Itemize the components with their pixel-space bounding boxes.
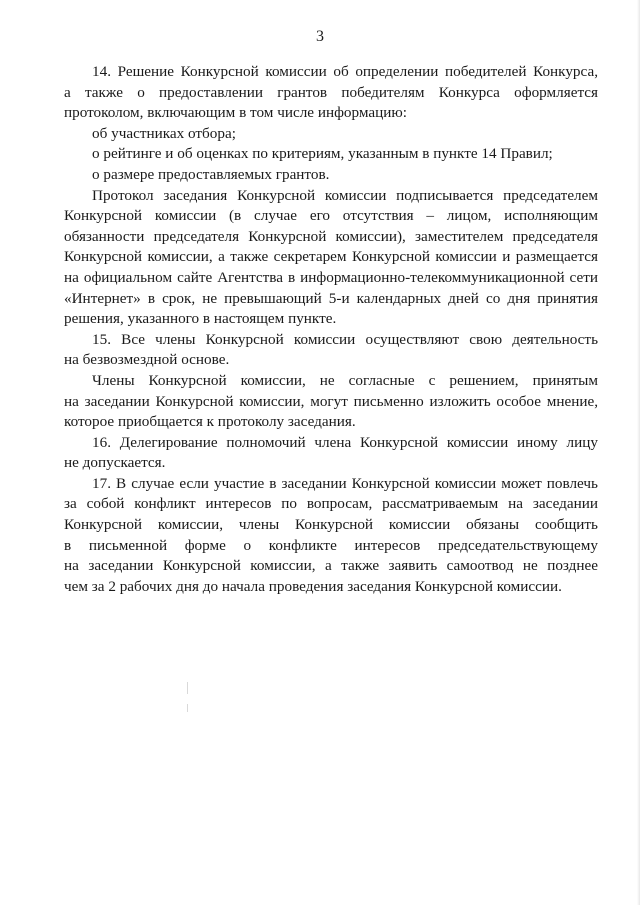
text-line: на заседании Конкурсной комиссии, а также заявить самоотвод не позднее [64, 557, 598, 575]
text-line: не допускается. [64, 454, 166, 472]
scan-artifact [187, 682, 188, 694]
list-item-rating [64, 144, 598, 165]
text-line: об участниках отбора; [92, 124, 236, 142]
text-line: протоколом, включающим в том числе информацию: [64, 104, 407, 122]
text-line: о рейтинге и об оценках по критериям, указанным в пункте 14 Правил; [92, 145, 553, 163]
list-item-participants [64, 124, 598, 145]
page-number: 3 [316, 28, 324, 45]
text-line: Конкурсной комиссии, члены Конкурсной комиссии обязаны сообщить [64, 516, 598, 534]
text-line: обязанности председателя Конкурсной комиссии), заместителем председателя [64, 227, 598, 245]
paragraph-16-delegation [64, 433, 598, 474]
text-line: на безвозмездной основе. [64, 351, 230, 369]
text-line: 15. Все члены Конкурсной комиссии осуществляют свою деятельность [92, 330, 598, 348]
text-line: Протокол заседания Конкурсной комиссии подписывается председателем [92, 186, 598, 204]
text-line: в письменной форме о конфликте интересов председательствующему [64, 536, 598, 554]
paragraph-protocol-signing [64, 186, 598, 330]
text-line: 14. Решение Конкурсной комиссии об определении победителей Конкурса, [92, 63, 598, 80]
text-line: Конкурсной комиссии (в случае его отсутствия – лицом, исполняющим [64, 207, 598, 225]
text-line: а также о предоставлении грантов победителям Конкурса оформляется [64, 83, 598, 101]
text-line: на официальном сайте Агентства в информационно-телекоммуникационной сети [64, 268, 598, 286]
text-line: решения, указанного в настоящем пункте. [64, 310, 337, 328]
text-line: которое приобщается к протоколу заседания. [64, 413, 356, 431]
text-line: Члены Конкурсной комиссии, не согласные с решением, принятым [92, 371, 598, 389]
text-line: за собой конфликт интересов по вопросам, рассматриваемым на заседании [64, 495, 598, 513]
paragraph-15-voluntary [64, 330, 598, 371]
paragraph-dissenting-opinion [64, 371, 598, 433]
document-body [64, 62, 598, 597]
text-line: 16. Делегирование полномочий члена Конкурсной комиссии иному лицу [92, 433, 598, 451]
list-item-grant-amount [64, 165, 598, 186]
text-line: «Интернет» в срок, не превышающий 5-и календарных дней со дня принятия [64, 289, 598, 307]
text-line: 17. В случае если участие в заседании Конкурсной комиссии может повлечь [92, 474, 598, 492]
text-line: на заседании Конкурсной комиссии, могут письменно изложить особое мнение, [64, 392, 598, 410]
text-line: чем за 2 рабочих дня до начала проведения заседания Конкурсной комиссии. [64, 577, 562, 595]
paragraph-14-decision [64, 62, 598, 124]
scan-artifact [187, 704, 188, 712]
text-line: Конкурсной комиссии, а также секретарем Конкурсной комиссии и размещается [64, 248, 598, 266]
paragraph-17-conflict-of-interest [64, 474, 598, 598]
text-line: о размере предоставляемых грантов. [92, 165, 330, 183]
